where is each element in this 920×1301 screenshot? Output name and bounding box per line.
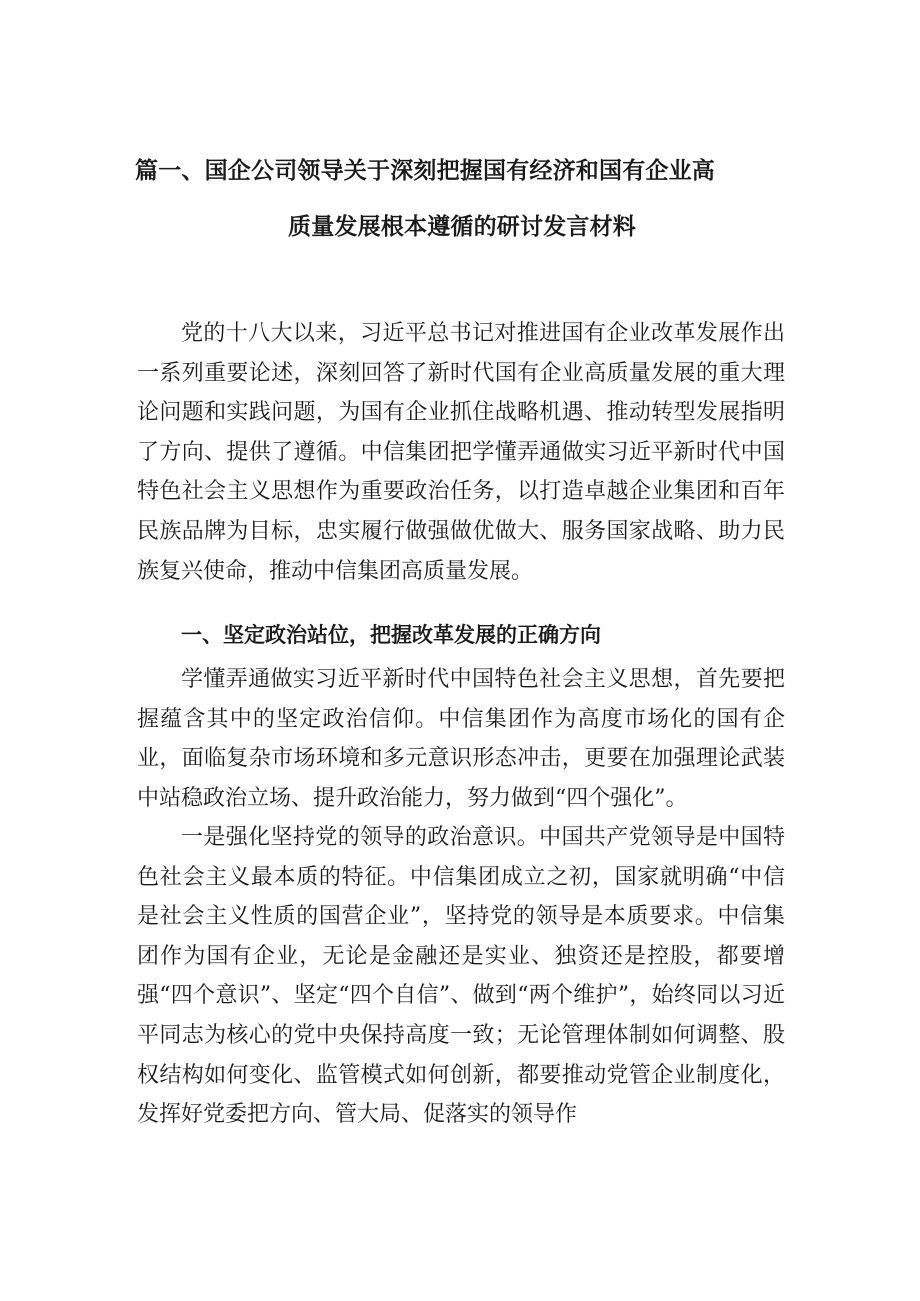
body-paragraph-2 [137, 660, 785, 818]
document-title-line-1: 篇一、国企公司领导关于深刻把握国有经济和国有企业高 [135, 158, 715, 184]
section-heading-1: 一、坚定政治站位，把握改革发展的正确方向 [181, 623, 601, 647]
paragraph-text: 学懂弄通做实习近平新时代中国特色社会主义思想，首先要把握蕴含其中的坚定政治信仰。中信集团作为高度市场化的国有企业，面临复杂市场环境和多元意识形态冲击，更要在加强理论武装中站稳政治立场、提升政治能力，努力做到“四个强化”。 [137, 667, 785, 811]
body-paragraph-3 [137, 818, 785, 1135]
paragraph-text: 一是强化坚持党的领导的政治意识。中国共产党领导是中国特色社会主义最本质的特征。中信集团成立之初，国家就明确“中信是社会主义性质的国营企业”，坚持党的领导是本质要求。中信集团作为国有企业，无论是金融还是实业、独资还是控股，都要增强“四个意识”、坚定“四个自信”、做到“两个维护”，始终同以习近平同志为核心的党中央保持高度一致；无论管理体制如何调整、股权结构如何变化、监管模式如何创新，都要推动党管企业制度化，发挥好党委把方向、管大局、促落实的领导作 [137, 825, 785, 1128]
body-paragraph-1 [137, 314, 785, 591]
document-title-line-2: 质量发展根本遵循的研讨发言材料 [288, 214, 636, 240]
paragraph-text: 党的十八大以来，习近平总书记对推进国有企业改革发展作出一系列重要论述，深刻回答了新时代国有企业高质量发展的重大理论问题和实践问题，为国有企业抓住战略机遇、推动转型发展指明了方向、提供了遵循。中信集团把学懂弄通做实习近平新时代中国特色社会主义思想作为重要政治任务，以打造卓越企业集团和百年民族品牌为目标，忠实履行做强做优做大、服务国家战略、助力民族复兴使命，推动中信集团高质量发展。 [137, 321, 785, 584]
